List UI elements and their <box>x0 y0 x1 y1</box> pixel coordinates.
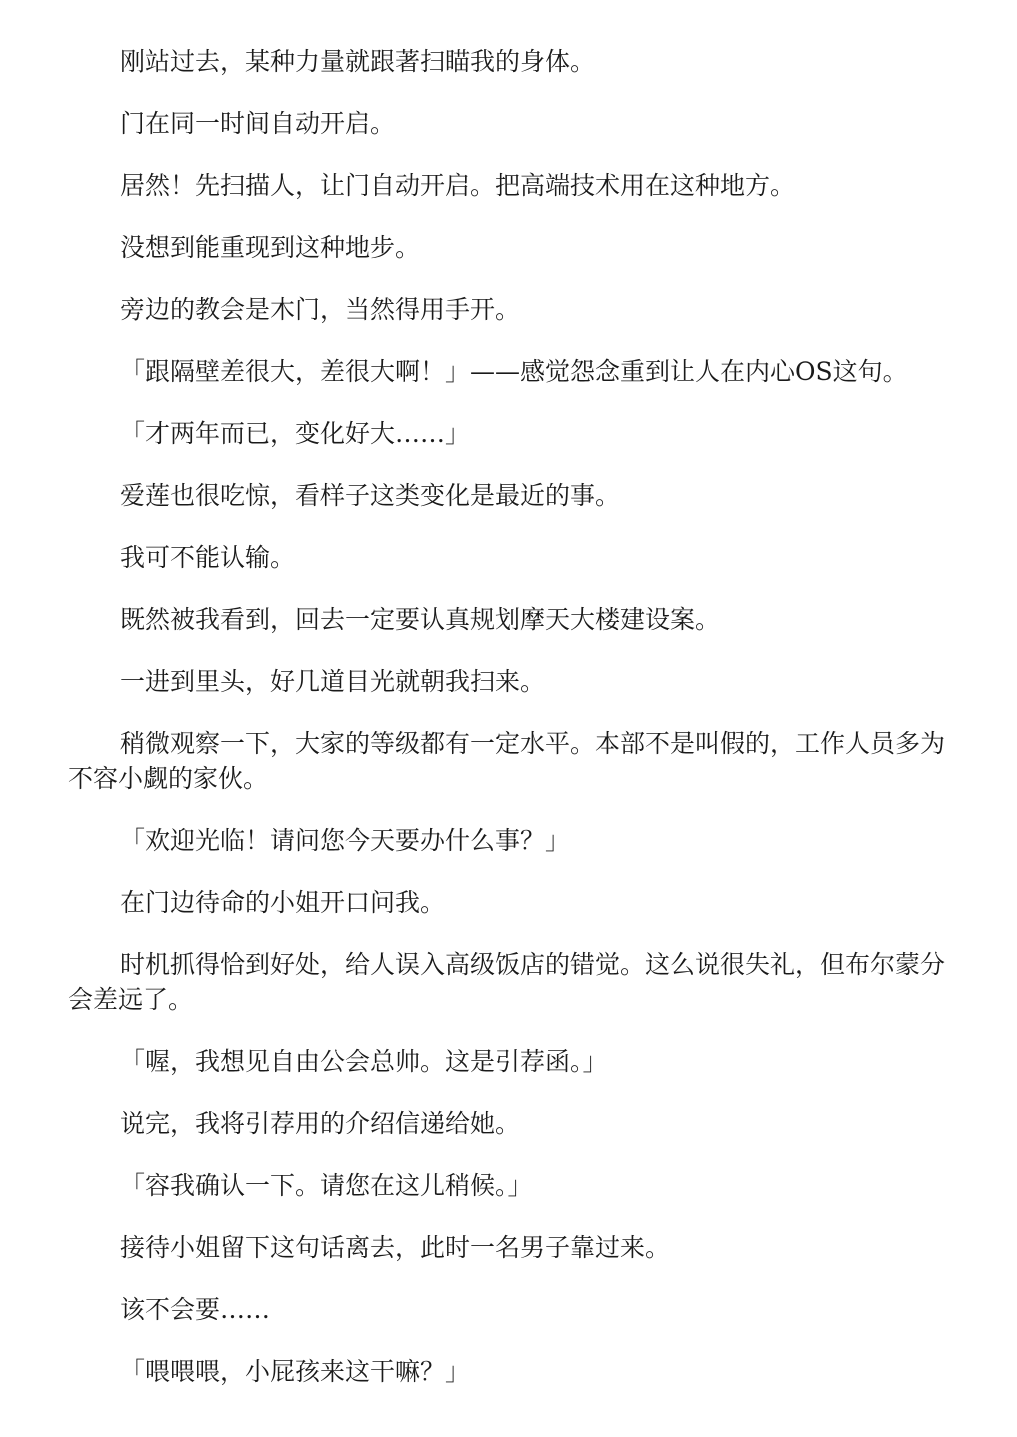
paragraph: 稍微观察一下，大家的等级都有一定水平。本部不是叫假的，工作人员多为不容小觑的家伙。 <box>68 729 946 793</box>
paragraph: 接待小姐留下这句话离去，此时一名男子靠过来。 <box>120 1233 671 1262</box>
paragraph: 刚站过去，某种力量就跟著扫瞄我的身体。 <box>120 47 596 76</box>
paragraph: 我可不能认输。 <box>120 543 296 572</box>
paragraph: 旁边的教会是木门，当然得用手开。 <box>120 295 521 324</box>
paragraph: 爱莲也很吃惊，看样子这类变化是最近的事。 <box>120 481 621 510</box>
paragraph: 「容我确认一下。请您在这儿稍候。」 <box>120 1171 533 1200</box>
paragraph: 「才两年而已，变化好大……」 <box>120 419 471 448</box>
paragraph: 「喔，我想见自由公会总帅。这是引荐函。」 <box>120 1047 608 1076</box>
paragraph: 「跟隔壁差很大，差很大啊！」——感觉怨念重到让人在内心OS这句。 <box>120 357 908 386</box>
paragraph: 居然！先扫描人，让门自动开启。把高端技术用在这种地方。 <box>120 171 796 200</box>
paragraph: 时机抓得恰到好处，给人误入高级饭店的错觉。这么说很失礼，但布尔蒙分会差远了。 <box>68 950 946 1014</box>
paragraph: 一进到里头，好几道目光就朝我扫来。 <box>120 667 546 696</box>
paragraph: 该不会要…… <box>120 1295 271 1324</box>
paragraph: 在门边待命的小姐开口问我。 <box>120 888 446 917</box>
paragraph: 门在同一时间自动开启。 <box>120 109 396 138</box>
paragraph: 既然被我看到，回去一定要认真规划摩天大楼建设案。 <box>120 605 721 634</box>
paragraph: 说完，我将引荐用的介绍信递给她。 <box>120 1109 521 1138</box>
paragraph: 「欢迎光临！请问您今天要办什么事？」 <box>120 826 571 855</box>
paragraph: 没想到能重现到这种地步。 <box>120 233 421 262</box>
paragraph: 「喂喂喂，小屁孩来这干嘛？」 <box>120 1357 471 1386</box>
